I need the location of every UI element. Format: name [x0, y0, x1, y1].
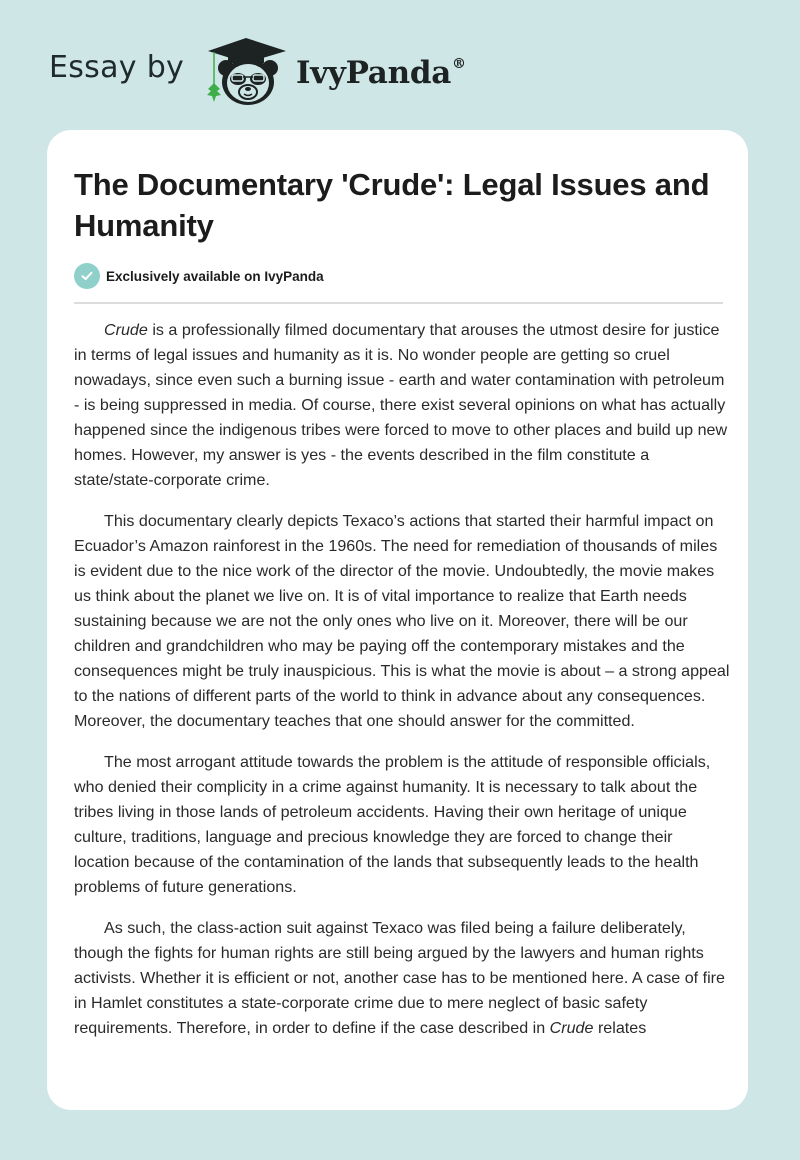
- page-title: The Documentary 'Crude': Legal Issues and Humanity: [74, 167, 710, 243]
- panda-graduate-icon[interactable]: [200, 35, 292, 109]
- paragraph-2: This documentary clearly depicts Texaco’s actions that started their harmful impact on Ecuador’s Amazon rainforest in the 1960s. The need for remediation of thousands of miles is evident due to the nice work of the director of the movie. Undoubtedly, the movie makes us think about the planet we live on. It is of vital importance to realize that Earth needs sustaining because we are not the only ones who live on it. Moreover, there will be our children and grandchildren who may be paying off the contemporary mistakes and the consequences might be truly inauspicious. This is what the movie is about – a strong appeal to the nations of different parts of the world to think in advance about any consequences. Moreover, the documentary teaches that one should answer for the committed.: [74, 512, 730, 730]
- brand-name: IvyPanda: [296, 55, 451, 91]
- check-circle-icon: [74, 263, 100, 289]
- paragraph-text: is a professionally filmed documentary that arouses the utmost desire for justice in terms of legal issues and humanity as it is. No wonder people are getting so cruel nowadays, since even such a burning issue - earth and water contamination with petroleum - is being suppressed in media. Of course, there exist several opinions on what has actually happened since the indigenous tribes were forced to move to other places and build up new homes. However, my answer is yes - the events described in the film constitute a state/state-corporate crime.: [74, 321, 728, 489]
- paragraph-text: As such, the class-action suit against Texaco was filed being a failure deliberately, though the fights for human rights are still being argued by the lawyers and human rights activists. Whether it is efficient or not, another case has to be mentioned here. A case of fire in Hamlet constitutes a state-corporate crime due to mere neglect of basic safety requirements. Therefore, in order to define if the case described in: [74, 919, 725, 1037]
- registered-mark: ®: [452, 55, 466, 72]
- site-header: [0, 0, 800, 130]
- essay-card: [47, 130, 748, 1110]
- paragraph-3: The most arrogant attitude towards the problem is the attitude of responsible officials, who denied their complicity in a crime against humanity. It is necessary to talk about the tribes living in those lands of petroleum accidents. Having their own heritage of unique culture, traditions, language and precious knowledge they are forced to change their location because of the contamination of the lands that subsequently leads to the health problems of future generations.: [74, 753, 711, 896]
- essay-body: [74, 318, 730, 1057]
- paragraph-4: [74, 916, 730, 1041]
- italic-title: Crude: [104, 321, 148, 339]
- divider: [74, 302, 723, 304]
- paragraph-text: relates: [593, 1019, 647, 1037]
- essay-by-label: Essay by: [49, 50, 185, 85]
- exclusive-badge: [74, 263, 324, 289]
- paragraph-1: [74, 318, 730, 493]
- brand-logo-text[interactable]: [296, 55, 466, 91]
- badge-text: Exclusively available on IvyPanda: [106, 268, 324, 284]
- italic-title: Crude: [549, 1019, 594, 1037]
